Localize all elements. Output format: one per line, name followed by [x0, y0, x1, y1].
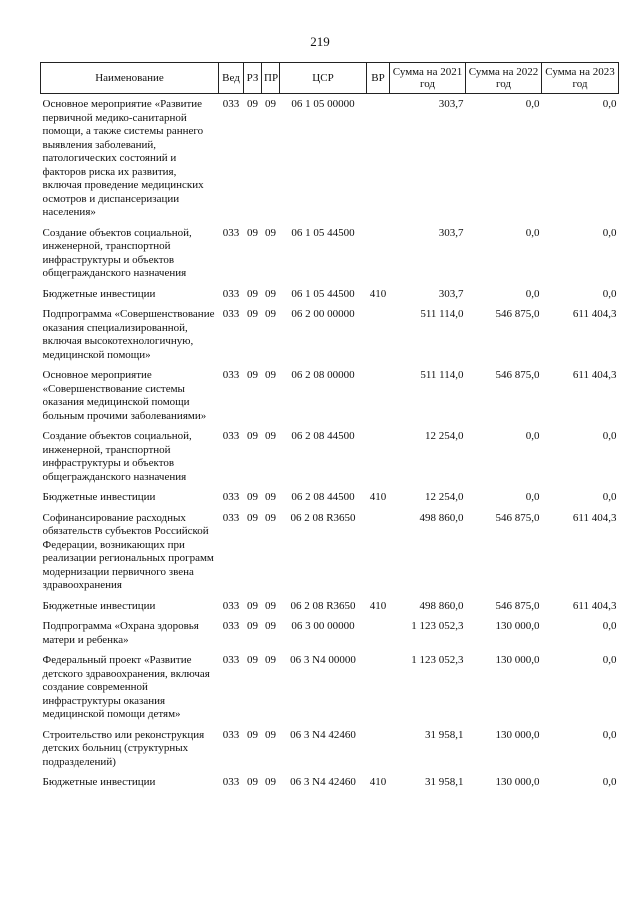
- row-ved: 033: [222, 430, 240, 442]
- row-pr: 09: [265, 369, 276, 381]
- row-sum-2023: 0,0: [602, 491, 617, 503]
- row-pr: 09: [265, 287, 276, 300]
- table-body: [41, 94, 619, 793]
- row-sum-2023: 611 404,3: [572, 308, 617, 320]
- row-rz: 09: [247, 620, 258, 632]
- row-pr: 09: [265, 226, 276, 239]
- row-sum-2021: 303,7: [438, 226, 464, 239]
- row-sum-2023: 611 404,3: [572, 369, 617, 381]
- row-sum-2023: 0,0: [602, 776, 617, 788]
- row-rz: 09: [247, 728, 258, 741]
- row-sum-2021: 303,7: [438, 98, 464, 110]
- page-number: 219: [310, 34, 330, 49]
- row-sum-2023: 0,0: [602, 430, 617, 442]
- row-pr: 09: [265, 654, 276, 666]
- row-vr: [367, 616, 390, 650]
- table-row: [41, 426, 619, 487]
- row-name: Подпрограмма «Совершенствование оказания специализированной, включая высокотехнологичную, медицинской помощи»: [42, 308, 215, 361]
- row-ved: 033: [222, 654, 240, 666]
- row-sum-2023: 0,0: [602, 620, 617, 632]
- header-sum-2021: Сумма на 2021 год: [390, 63, 466, 94]
- row-csr: 06 3 N4 00000: [290, 654, 356, 666]
- row-sum-2021: 12 254,0: [425, 491, 464, 503]
- row-sum-2022: 0,0: [525, 430, 540, 442]
- row-pr: 09: [265, 599, 276, 612]
- row-name: Бюджетные инвестиции: [42, 776, 156, 788]
- row-sum-2022: 546 875,0: [495, 511, 540, 524]
- row-vr: 410: [369, 491, 387, 503]
- row-vr: [367, 223, 390, 284]
- row-rz: 09: [247, 98, 258, 110]
- row-vr: 410: [369, 287, 387, 300]
- row-vr: 410: [369, 776, 387, 788]
- table-row: [41, 772, 619, 793]
- row-sum-2022: 0,0: [525, 491, 540, 503]
- row-sum-2022: 130 000,0: [495, 620, 540, 632]
- table-row: [41, 725, 619, 773]
- row-ved: 033: [222, 287, 240, 300]
- row-rz: 09: [247, 226, 258, 239]
- row-sum-2022: 130 000,0: [495, 654, 540, 666]
- row-ved: 033: [222, 369, 240, 381]
- table-row: [41, 365, 619, 426]
- table-row: [41, 304, 619, 365]
- row-sum-2021: 12 254,0: [425, 430, 464, 442]
- row-csr: 06 2 08 00000: [291, 369, 355, 381]
- row-rz: 09: [247, 430, 258, 442]
- row-sum-2023: 0,0: [602, 226, 617, 239]
- row-vr: [367, 365, 390, 426]
- table-row: [41, 223, 619, 284]
- row-csr: 06 3 N4 42460: [290, 728, 356, 741]
- row-pr: 09: [265, 308, 276, 320]
- table-header: [41, 63, 619, 94]
- row-vr: [367, 650, 390, 725]
- row-rz: 09: [247, 654, 258, 666]
- row-ved: 033: [222, 226, 240, 239]
- row-vr: 410: [369, 599, 387, 612]
- row-sum-2021: 511 114,0: [420, 369, 464, 381]
- row-vr: [367, 94, 390, 223]
- header-ved: Вед: [219, 63, 244, 94]
- row-name: Основное мероприятие «Развитие первичной медико-санитарной помощи, а также системы раннего выявления заболеваний, патологических состояний и факторов риска их развития, включая проведение медицинских осмотров и диспансеризации населения»: [42, 98, 204, 218]
- table-row: [41, 650, 619, 725]
- row-name: Строительство или реконструкция детских больниц (структурных подразделений): [42, 728, 205, 768]
- row-ved: 033: [222, 776, 240, 788]
- row-csr: 06 2 00 00000: [291, 308, 355, 320]
- row-sum-2022: 546 875,0: [495, 369, 540, 381]
- row-rz: 09: [247, 308, 258, 320]
- row-vr: [367, 725, 390, 773]
- header-pr: ПР: [262, 63, 280, 94]
- row-pr: 09: [265, 511, 276, 524]
- row-name: Федеральный проект «Развитие детского здравоохранения, включая создание современной инфраструктуры оказания медицинской помощи детям»: [42, 654, 210, 720]
- row-sum-2021: 1 123 052,3: [411, 654, 464, 666]
- row-sum-2022: 130 000,0: [495, 776, 540, 788]
- row-name: Бюджетные инвестиции: [42, 491, 156, 503]
- table-row: [41, 487, 619, 508]
- row-csr: 06 3 00 00000: [291, 620, 355, 632]
- table-row: [41, 284, 619, 305]
- row-ved: 033: [222, 308, 240, 320]
- row-csr: 06 2 08 44500: [291, 430, 355, 442]
- row-name: Создание объектов социальной, инженерной, транспортной инфраструктуры и объектов общегражданского назначения: [42, 226, 192, 279]
- row-sum-2022: 0,0: [525, 226, 540, 239]
- row-pr: 09: [265, 776, 276, 788]
- row-sum-2023: 611 404,3: [572, 599, 617, 612]
- row-name: Создание объектов социальной, инженерной, транспортной инфраструктуры и объектов общегражданского назначения: [42, 430, 192, 483]
- row-name: Основное мероприятие «Совершенствование системы оказания медицинской помощи больным прочими заболеваниями»: [42, 369, 207, 422]
- table-row: [41, 508, 619, 596]
- row-pr: 09: [265, 491, 276, 503]
- row-csr: 06 2 08 R3650: [290, 599, 356, 612]
- row-sum-2021: 31 958,1: [425, 728, 464, 741]
- row-csr: 06 2 08 R3650: [290, 511, 356, 524]
- row-rz: 09: [247, 369, 258, 381]
- row-sum-2021: 511 114,0: [420, 308, 464, 320]
- row-csr: 06 2 08 44500: [291, 491, 355, 503]
- row-sum-2021: 498 860,0: [419, 599, 464, 612]
- row-vr: [367, 426, 390, 487]
- row-sum-2023: 0,0: [602, 728, 617, 741]
- row-sum-2023: 0,0: [602, 654, 617, 666]
- header-csr: ЦСР: [280, 63, 367, 94]
- row-rz: 09: [247, 599, 258, 612]
- header-name: Наименование: [41, 63, 219, 94]
- row-sum-2021: 1 123 052,3: [411, 620, 464, 632]
- row-sum-2022: 0,0: [525, 98, 540, 110]
- row-rz: 09: [247, 287, 258, 300]
- row-sum-2023: 0,0: [602, 287, 617, 300]
- row-vr: [367, 304, 390, 365]
- row-rz: 09: [247, 491, 258, 503]
- row-sum-2023: 0,0: [602, 98, 617, 110]
- table-row: [41, 596, 619, 617]
- header-sum-2023: Сумма на 2023 год: [542, 63, 619, 94]
- row-name: Бюджетные инвестиции: [42, 599, 156, 612]
- table-row: [41, 94, 619, 223]
- row-sum-2021: 498 860,0: [419, 511, 464, 524]
- row-pr: 09: [265, 98, 276, 110]
- row-csr: 06 3 N4 42460: [290, 776, 356, 788]
- row-sum-2022: 130 000,0: [495, 728, 540, 741]
- row-pr: 09: [265, 620, 276, 632]
- row-sum-2023: 611 404,3: [572, 511, 617, 524]
- row-pr: 09: [265, 728, 276, 741]
- row-ved: 033: [222, 728, 240, 741]
- row-name: Софинансирование расходных обязательств субъектов Российской Федерации, возникающих при реализации региональных программ модернизации первичного звена здравоохранения: [42, 511, 214, 591]
- budget-table: [40, 62, 619, 793]
- row-name: Бюджетные инвестиции: [42, 287, 156, 300]
- row-csr: 06 1 05 44500: [291, 226, 355, 239]
- row-rz: 09: [247, 511, 258, 524]
- header-rz: РЗ: [244, 63, 262, 94]
- row-ved: 033: [222, 511, 240, 524]
- row-rz: 09: [247, 776, 258, 788]
- row-ved: 033: [222, 98, 240, 110]
- row-sum-2021: 31 958,1: [425, 776, 464, 788]
- row-csr: 06 1 05 44500: [291, 287, 355, 300]
- table-row: [41, 616, 619, 650]
- row-vr: [367, 508, 390, 596]
- row-sum-2022: 0,0: [525, 287, 540, 300]
- row-name: Подпрограмма «Охрана здоровья матери и ребенка»: [42, 620, 199, 646]
- row-ved: 033: [222, 599, 240, 612]
- header-sum-2022: Сумма на 2022 год: [466, 63, 542, 94]
- row-ved: 033: [222, 620, 240, 632]
- row-sum-2021: 303,7: [438, 287, 464, 300]
- row-csr: 06 1 05 00000: [291, 98, 355, 110]
- header-vr: ВР: [367, 63, 390, 94]
- row-ved: 033: [222, 491, 240, 503]
- row-sum-2022: 546 875,0: [495, 599, 540, 612]
- row-pr: 09: [265, 430, 276, 442]
- row-sum-2022: 546 875,0: [495, 308, 540, 320]
